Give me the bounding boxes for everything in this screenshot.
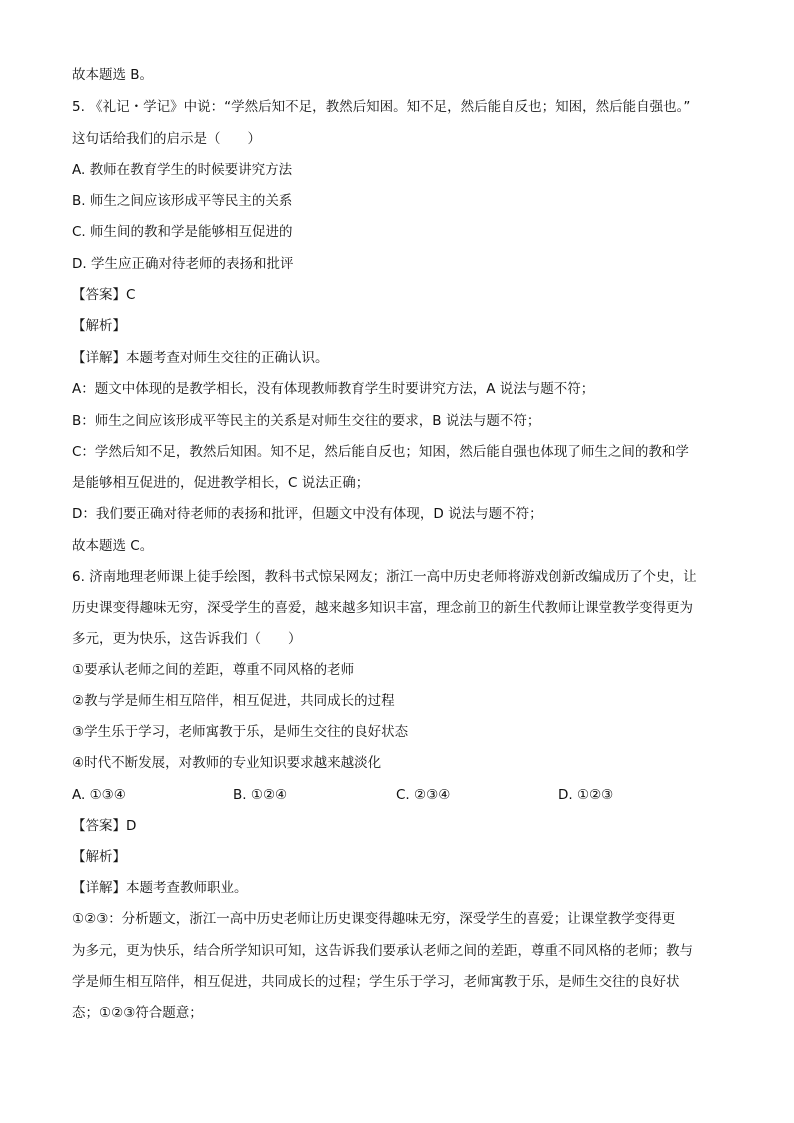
detail-line: 是能够相互促进的，促进教学相长，C 说法正确； [72,475,370,491]
question-6-stem: 6. 济南地理老师课上徒手绘图，教科书式惊呆网友；浙江一高中历史老师将游戏创新改编成历了个史，让 [72,569,697,585]
detail-line: A：题文中体现的是教学相长，没有体现教师教育学生时要讲究方法，A 说法与题不符； [72,381,595,397]
text-line: 故本题选 C。 [72,538,154,554]
detail-line: 【详解】本题考查对师生交往的正确认识。 [72,350,329,366]
question-6-stem-cont: 历史课变得趣味无穷，深受学生的喜爱，越来越多知识丰富，理念前卫的新生代教师让课堂教学变得更为 [72,600,693,616]
statement-4: ④时代不断发展，对教师的专业知识要求越来越淡化 [72,755,382,771]
analysis-label: 【解析】 [72,849,126,865]
statement-2: ②教与学是师生相互陪伴，相互促进，共同成长的过程 [72,693,395,709]
choice-d: D. ①②③ [558,787,614,803]
detail-line: ①②③：分析题文，浙江一高中历史老师让历史课变得趣味无穷，深受学生的喜爱；让课堂教学变得更 [72,911,676,927]
answer-label: 【答案】D [72,818,137,834]
detail-line: 为多元，更为快乐，结合所学知识可知，这告诉我们要承认老师之间的差距，尊重不同风格的老师；教与 [72,943,693,959]
option-c: C. 师生间的教和学是能够相互促进的 [72,224,293,240]
choice-c: C. ②③④ [396,787,451,803]
question-5-stem-cont: 这句话给我们的启示是（ ） [72,131,261,147]
detail-line: C：学然后知不足，教然后知困。知不足，然后能自反也；知困，然后能自强也体现了师生之间的教和学 [72,444,689,460]
detail-line: 学是师生相互陪伴，相互促进，共同成长的过程；学生乐于学习，老师寓教于乐，是师生交往的良好状 [72,974,680,990]
statement-1: ①要承认老师之间的差距，尊重不同风格的老师 [72,662,355,678]
statement-3: ③学生乐于学习，老师寓教于乐，是师生交往的良好状态 [72,724,409,740]
option-b: B. 师生之间应该形成平等民主的关系 [72,193,293,209]
question-5-stem: 5. 《礼记・学记》中说：“学然后知不足，教然后知困。知不足，然后能自反也；知困，然后能自强也。” [72,99,691,115]
detail-line: D：我们要正确对待老师的表扬和批评，但题文中没有体现，D 说法与题不符； [72,506,543,522]
text-line: 故本题选 B。 [72,67,154,83]
option-d: D. 学生应正确对待老师的表扬和批评 [72,256,294,272]
choice-b: B. ①②④ [233,787,288,803]
analysis-label: 【解析】 [72,318,126,334]
detail-line: B：师生之间应该形成平等民主的关系是对师生交往的要求，B 说法与题不符； [72,413,541,429]
option-a: A. 教师在教育学生的时候要讲究方法 [72,162,293,178]
question-6-stem-cont: 多元，更为快乐，这告诉我们（ ） [72,631,302,647]
choice-a: A. ①③④ [72,787,126,803]
detail-line: 态；①②③符合题意； [72,1005,203,1021]
answer-label: 【答案】C [72,287,136,303]
detail-line: 【详解】本题考查教师职业。 [72,880,248,896]
